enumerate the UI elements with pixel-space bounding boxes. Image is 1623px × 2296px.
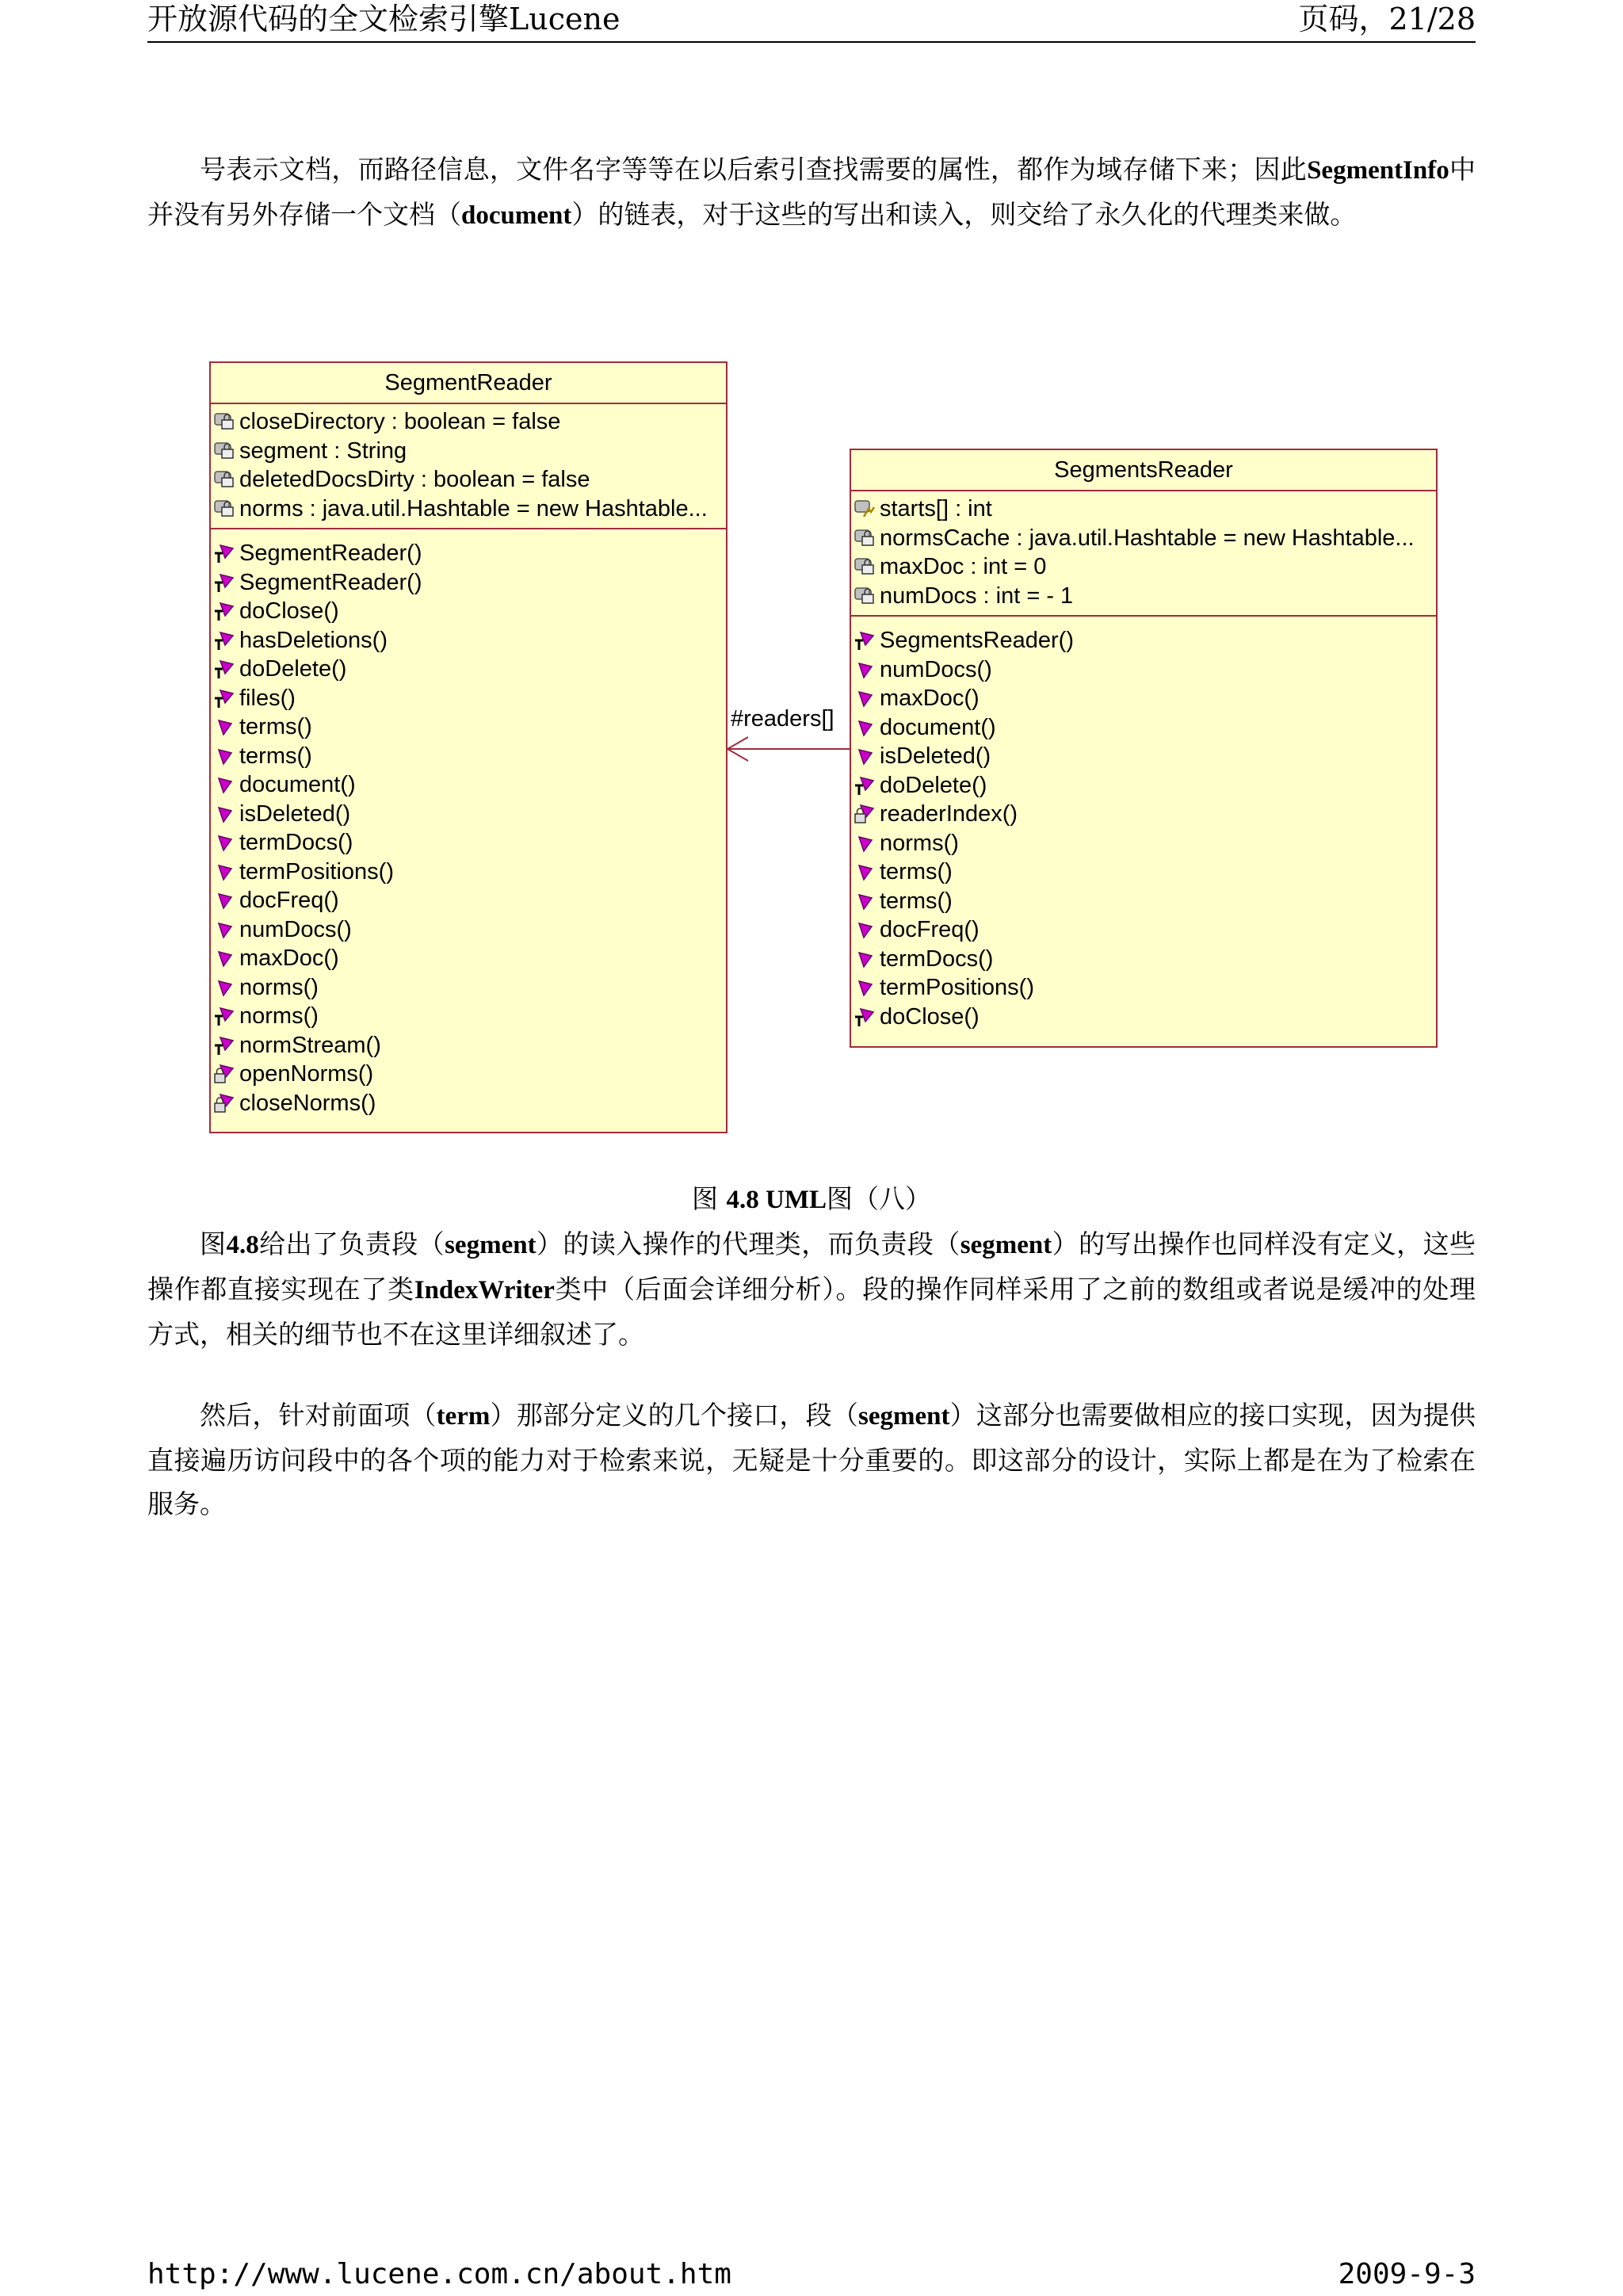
member-row	[851, 829, 1436, 858]
member-text: maxDoc()	[239, 946, 339, 971]
member-text: docFreq()	[880, 917, 980, 942]
member-text: numDocs : int = - 1	[880, 583, 1074, 609]
member-text: document()	[880, 714, 996, 740]
member-row	[851, 582, 1436, 611]
public-method-icon	[211, 802, 238, 826]
public-method-icon	[211, 831, 238, 854]
member-text: closeNorms()	[239, 1090, 376, 1116]
member-text: terms()	[239, 714, 312, 739]
member-row	[211, 800, 726, 829]
public-method-icon	[211, 773, 238, 797]
footer-url: http://www.lucene.com.cn/about.htm	[147, 2258, 731, 2290]
member-row	[211, 568, 726, 598]
public-method-icon	[211, 946, 238, 970]
member-text: normStream()	[239, 1032, 381, 1058]
member-row	[851, 915, 1436, 945]
member-text: norms()	[880, 830, 959, 856]
private-attribute-icon	[211, 439, 238, 463]
member-row	[851, 742, 1436, 771]
member-text: norms()	[239, 1003, 319, 1029]
public-method-icon	[211, 715, 238, 739]
member-row	[851, 524, 1436, 553]
member-text: openNorms()	[239, 1061, 374, 1087]
member-text: readerIndex()	[880, 801, 1018, 827]
public-method-icon	[211, 976, 238, 999]
member-text: terms()	[239, 743, 312, 769]
public-method-icon	[851, 976, 878, 999]
method-section	[211, 529, 726, 1122]
member-text: terms()	[880, 859, 953, 884]
member-text: termPositions()	[880, 975, 1034, 1000]
public-method-icon	[211, 918, 238, 942]
public-method-icon	[851, 686, 878, 710]
member-text: termDocs()	[880, 946, 994, 972]
member-text: norms : java.util.Hashtable = new Hashtable...	[239, 495, 708, 521]
protected-method-icon	[851, 774, 878, 797]
member-text: isDeleted()	[880, 743, 991, 769]
member-row	[851, 655, 1436, 685]
private-method-icon	[211, 1062, 238, 1086]
class-name: SegmentReader	[211, 363, 726, 404]
member-text: SegmentReader()	[239, 569, 422, 595]
member-text: numDocs()	[239, 916, 352, 942]
member-row	[211, 539, 726, 568]
private-attribute-icon	[211, 497, 238, 521]
member-row	[851, 800, 1436, 829]
member-text: files()	[239, 685, 296, 711]
member-text: numDocs()	[880, 656, 992, 682]
public-method-icon	[211, 744, 238, 768]
private-attribute-icon	[851, 584, 878, 608]
public-method-icon	[211, 888, 238, 912]
member-text: doClose()	[239, 598, 339, 624]
public-method-icon	[851, 889, 878, 913]
member-text: doDelete()	[880, 772, 987, 798]
header-title: 开放源代码的全文检索引擎Lucene	[147, 2, 621, 36]
private-attribute-icon	[851, 526, 878, 550]
member-row	[211, 465, 726, 495]
segmentsreader-class-box	[850, 449, 1438, 1048]
member-row	[851, 858, 1436, 887]
protected-method-icon	[851, 628, 878, 652]
member-text: termDocs()	[239, 830, 353, 855]
protected-method-icon	[851, 1005, 878, 1029]
public-method-icon	[851, 860, 878, 884]
member-row	[211, 407, 726, 437]
public-method-icon	[851, 831, 878, 855]
private-attribute-icon	[211, 468, 238, 491]
member-text: termPositions()	[239, 858, 394, 884]
paragraph-2: 图4.8给出了负责段（segment）的读入操作的代理类，而负责段（segment）的写出操作也同样没有定义，这些操作都直接实现在了类IndexWriter类中（后面会详细分析）。段的操作同样采用了之前的数组或者说是缓冲的处理方式，相关的细节也不在这里详细叙述了。	[147, 1228, 1476, 1350]
member-text: document()	[239, 772, 356, 797]
member-row	[211, 944, 726, 973]
class-name: SegmentsReader	[851, 450, 1436, 491]
member-row	[211, 495, 726, 524]
protected-method-icon	[211, 541, 238, 565]
attribute-section	[211, 404, 726, 529]
protected-method-icon	[211, 657, 238, 681]
member-text: norms()	[239, 974, 319, 1000]
footer-date: 2009-9-3	[1338, 2258, 1476, 2290]
member-text: segment : String	[239, 437, 407, 464]
member-row	[211, 886, 726, 915]
member-text: isDeleted()	[239, 800, 351, 827]
member-row	[211, 597, 726, 626]
method-section	[851, 617, 1436, 1036]
protected-method-icon	[211, 1004, 238, 1028]
member-row	[851, 552, 1436, 582]
member-text: maxDoc : int = 0	[880, 554, 1047, 579]
protected-method-icon	[211, 686, 238, 710]
member-row	[211, 437, 726, 466]
public-method-icon	[851, 716, 878, 739]
paragraph-3: 然后，针对前面项（term）那部分定义的几个接口，段（segment）这部分也需要做相应的接口实现，因为提供直接遍历访问段中的各个项的能力对于检索来说，无疑是十分重要的。即这部分的设计，实际上都是在为了检索在服务。	[147, 1400, 1476, 1519]
member-row	[851, 684, 1436, 713]
figure-caption: 图 4.8 UML图（八）	[692, 1183, 931, 1214]
member-row	[211, 712, 726, 742]
member-text: deletedDocsDirty : boolean = false	[239, 467, 590, 492]
private-attribute-icon	[851, 555, 878, 579]
member-row	[211, 1031, 726, 1060]
member-row	[211, 1089, 726, 1118]
attribute-section	[851, 491, 1436, 617]
protected-attribute-icon	[851, 497, 878, 521]
member-row	[851, 495, 1436, 524]
header-page-number: 页码，21/28	[1298, 2, 1476, 36]
member-text: normsCache : java.util.Hashtable = new Hashtable...	[880, 525, 1415, 551]
member-text: doDelete()	[239, 656, 347, 682]
member-row	[851, 626, 1436, 655]
protected-method-icon	[211, 1033, 238, 1057]
member-text: SegmentsReader()	[880, 628, 1074, 653]
member-row	[211, 655, 726, 684]
association-label: #readers[]	[731, 706, 834, 732]
member-text: hasDeletions()	[239, 627, 388, 653]
member-row	[211, 828, 726, 858]
member-row	[211, 1002, 726, 1031]
member-row	[851, 973, 1436, 1003]
protected-method-icon	[211, 628, 238, 652]
member-text: SegmentReader()	[239, 541, 422, 566]
member-text: docFreq()	[239, 888, 339, 913]
public-method-icon	[211, 860, 238, 884]
private-method-icon	[211, 1091, 238, 1115]
member-text: starts[] : int	[880, 496, 992, 521]
member-text: closeDirectory : boolean = false	[239, 409, 561, 434]
protected-method-icon	[211, 571, 238, 594]
private-method-icon	[851, 802, 878, 826]
member-row	[851, 887, 1436, 916]
member-row	[851, 713, 1436, 743]
member-row	[851, 1003, 1436, 1032]
paragraph-1: 号表示文档，而路径信息，文件名字等等在以后索引查找需要的属性，都作为域存储下来；因此SegmentInfo中并没有另外存储一个文档（document）的链表，对于这些的写出和读入，则交给了永久化的代理类来做。	[147, 154, 1476, 230]
protected-method-icon	[211, 599, 238, 623]
private-attribute-icon	[211, 410, 238, 434]
member-row	[851, 945, 1436, 974]
member-row	[211, 973, 726, 1003]
member-text: doClose()	[880, 1003, 980, 1030]
member-text: maxDoc()	[880, 686, 980, 711]
public-method-icon	[851, 658, 878, 682]
member-text: terms()	[880, 888, 953, 914]
member-row	[851, 771, 1436, 800]
segmentreader-class-box	[209, 361, 727, 1133]
member-row	[211, 684, 726, 713]
member-row	[211, 915, 726, 945]
member-row	[211, 858, 726, 887]
member-row	[211, 742, 726, 771]
member-row	[211, 770, 726, 800]
public-method-icon	[851, 918, 878, 942]
member-row	[211, 626, 726, 655]
member-row	[211, 1060, 726, 1089]
public-method-icon	[851, 947, 878, 971]
header-rule	[147, 41, 1476, 43]
public-method-icon	[851, 744, 878, 768]
